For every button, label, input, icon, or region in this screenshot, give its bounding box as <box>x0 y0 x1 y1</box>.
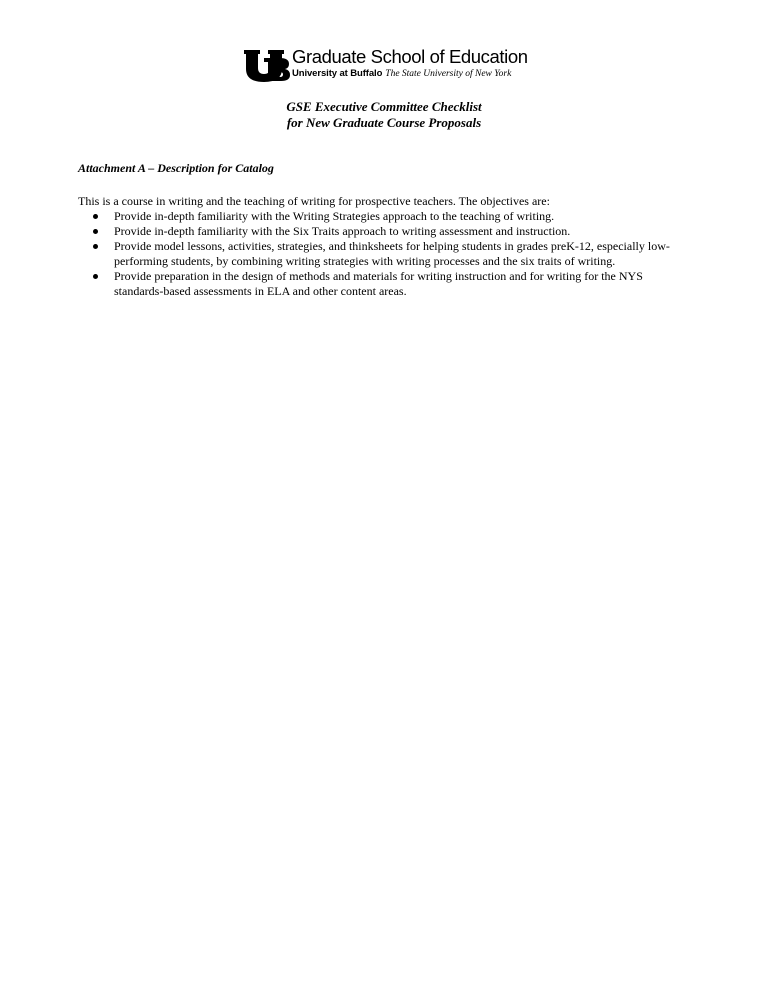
objective-text: Provide in-depth familiarity with the Six Traits approach to writing assessment and instruction. <box>114 224 571 238</box>
objective-text: Provide preparation in the design of methods and materials for writing instruction and for writing for the NYS standards-based assessments in ELA and other content areas. <box>114 269 643 298</box>
bullet-icon <box>93 214 98 219</box>
ub-monogram-icon <box>244 50 290 82</box>
bullet-icon <box>93 274 98 279</box>
logo-university-name: University at Buffalo <box>292 68 383 79</box>
objective-item <box>78 209 690 224</box>
course-intro-paragraph: This is a course in writing and the teaching of writing for prospective teachers. The objectives are: <box>78 194 550 208</box>
objective-item <box>78 239 690 269</box>
document-title-line-2: for New Graduate Course Proposals <box>286 115 482 130</box>
objective-text: Provide in-depth familiarity with the Writing Strategies approach to the teaching of writing. <box>114 209 555 223</box>
gse-logo <box>244 48 534 82</box>
document-title-line-1: GSE Executive Committee Checklist <box>286 99 482 114</box>
attachment-heading: Attachment A – Description for Catalog <box>78 161 274 175</box>
objective-item <box>78 269 690 299</box>
objectives-list <box>78 209 690 299</box>
logo-system-name: The State University of New York <box>385 69 512 79</box>
logo-school-name: Graduate School of Education <box>292 46 528 67</box>
objective-item <box>78 224 690 239</box>
bullet-icon <box>93 229 98 234</box>
bullet-icon <box>93 244 98 249</box>
logo-university-line <box>292 68 511 79</box>
objective-text: Provide model lessons, activities, strategies, and thinksheets for helping students in grades preK-12, especially low-performing students, by combining writing strategies with writing processes and the six traits of writing. <box>114 239 670 268</box>
